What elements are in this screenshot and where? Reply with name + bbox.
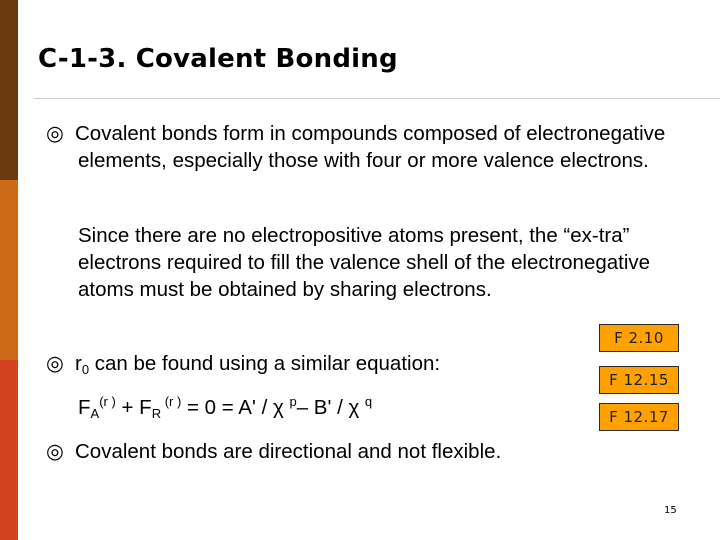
eq-plus: + F: [115, 396, 152, 419]
r-subscript: 0: [81, 362, 90, 377]
eq-mid: = 0 = A' / χ: [181, 396, 290, 419]
figure-link-2-10[interactable]: F 2.10: [599, 324, 679, 352]
eq-fr-sub: R: [151, 406, 162, 421]
title-rule: [34, 98, 720, 99]
paragraph-4-text: Covalent bonds are directional and not flexible.: [75, 440, 502, 463]
bullet-icon: ◎: [46, 352, 64, 375]
slide-title: C-1-3. Covalent Bonding: [38, 44, 398, 74]
bullet-paragraph-3: [46, 350, 578, 377]
sidebar-bar-bottom: [0, 360, 18, 540]
r-symbol: r: [75, 352, 82, 375]
eq-minus: – B' / χ: [296, 396, 365, 419]
eq-fa-sub: A: [90, 406, 100, 421]
eq-fa: F: [78, 396, 91, 419]
force-equation: [78, 394, 372, 421]
paragraph-2: Since there are no electropositive atoms present, the “ex-tra” electrons required to fill the valence shell of the electronegative atoms must be obtained by sharing electrons.: [78, 224, 651, 301]
bullet-icon: ◎: [46, 440, 64, 463]
sidebar-bar-middle: [0, 180, 18, 360]
figure-link-12-17[interactable]: F 12.17: [599, 403, 679, 431]
figure-link-12-15[interactable]: F 12.15: [599, 366, 679, 394]
eq-q-sup: q: [364, 394, 373, 409]
paragraph-3-text: can be found using a similar equation:: [89, 352, 441, 375]
eq-fr-sup: (r ): [161, 394, 182, 409]
paragraph-1-text: Covalent bonds form in compounds composed of electronegative elements, especially those with four or more valence electrons.: [75, 122, 666, 172]
bullet-paragraph-1: [46, 120, 678, 174]
bullet-icon: ◎: [46, 122, 64, 145]
bullet-paragraph-4: [46, 438, 698, 465]
page-number: 15: [664, 505, 677, 516]
eq-p-sup: p: [289, 394, 297, 409]
sidebar-divider: [18, 0, 21, 540]
eq-fa-sup: (r ): [99, 394, 116, 409]
sidebar-bar-top: [0, 0, 18, 180]
